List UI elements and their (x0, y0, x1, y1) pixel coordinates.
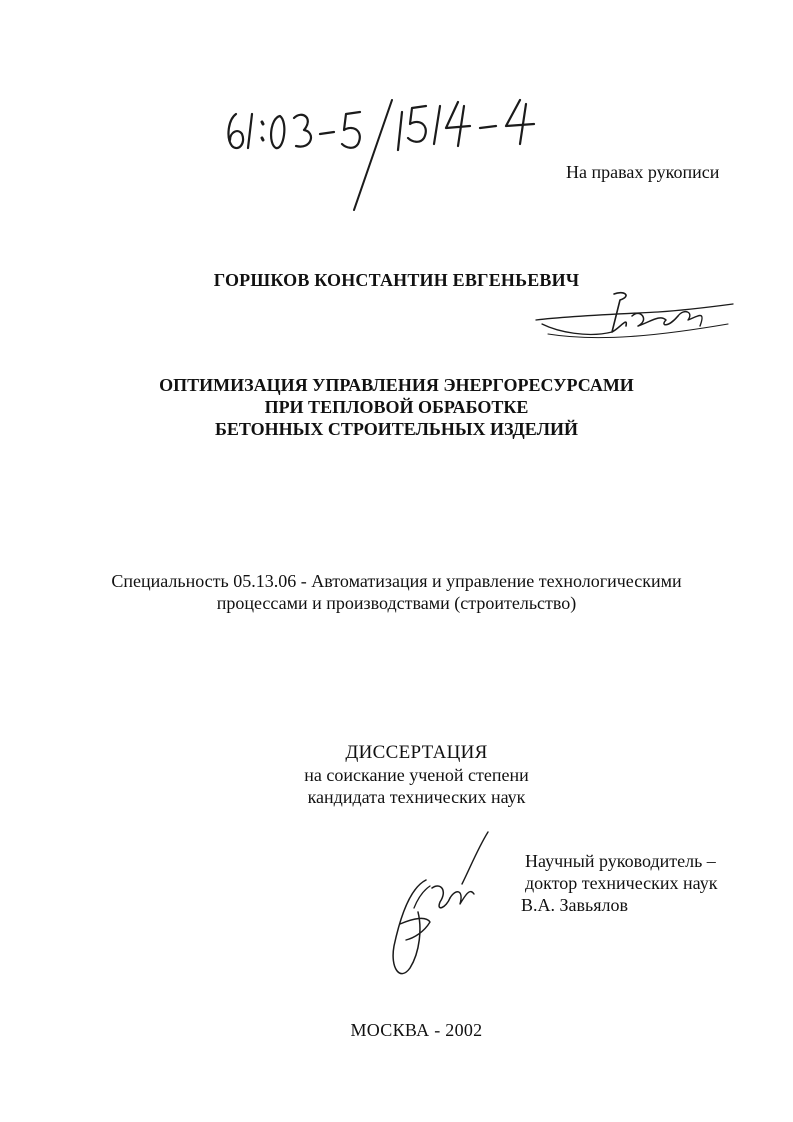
dissertation-type-block (0, 742, 793, 808)
dissertation-degree-line: на соискание ученой степени (304, 765, 529, 785)
author-name: ГОРШКОВ КОНСТАНТИН ЕВГЕНЬЕВИЧ (213, 270, 580, 290)
supervisor-signature (370, 828, 500, 983)
supervisor-role: Научный руководитель – (525, 851, 716, 871)
dissertation-field-line: кандидата технических наук (307, 787, 526, 807)
specialty-description (0, 570, 793, 614)
specialty-line-2: процессами и производствами (строительство) (216, 593, 577, 613)
supervisor-name: В.А. Завьялов (521, 895, 628, 915)
handwritten-archive-code (222, 92, 562, 212)
title-line-3: БЕТОННЫХ СТРОИТЕЛЬНЫХ ИЗДЕЛИЙ (215, 419, 578, 439)
supervisor-info (521, 850, 718, 916)
specialty-line-1: Специальность 05.13.06 - Автоматизация и управление технологическими (111, 571, 682, 591)
title-line-2: ПРИ ТЕПЛОВОЙ ОБРАБОТКЕ (264, 397, 529, 417)
supervisor-degree: доктор технических наук (525, 873, 718, 893)
dissertation-heading: ДИССЕРТАЦИЯ (345, 742, 488, 763)
author-signature (528, 286, 738, 348)
title-line-1: ОПТИМИЗАЦИЯ УПРАВЛЕНИЯ ЭНЕРГОРЕСУРСАМИ (159, 375, 634, 395)
manuscript-rights-note: На правах рукописи (566, 162, 720, 182)
dissertation-title (0, 374, 793, 440)
city-year: МОСКВА - 2002 (350, 1020, 483, 1040)
